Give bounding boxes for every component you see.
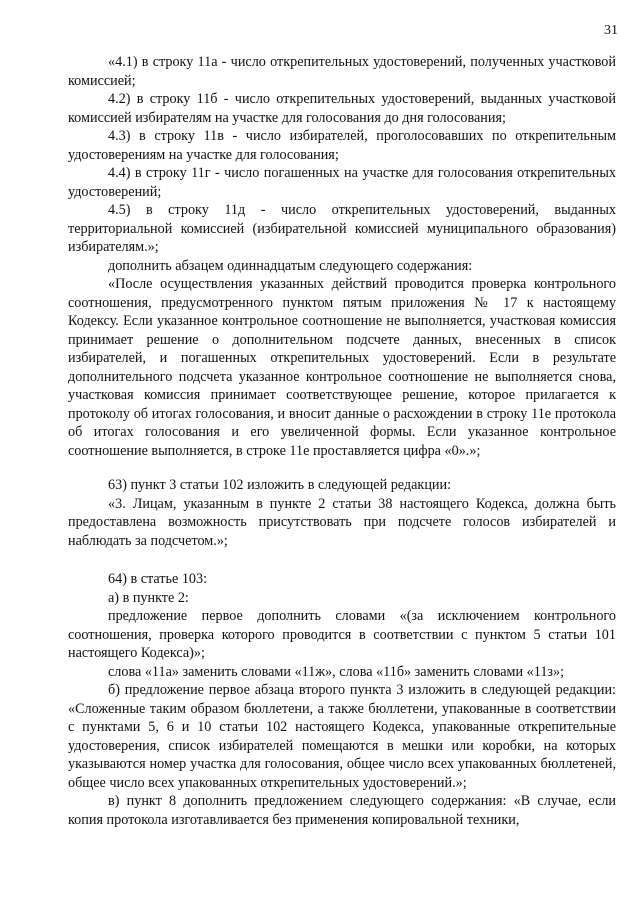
paragraph: б) предложение первое абзаца второго пункта 3 изложить в следующей редакции: «Сложенные таким образом бюллетени, а также бюллетени, упакованные в соответствии с пунктами 5, 6 и 10 статьи 102 настоящего Кодекса, упакованные открепительные удостоверения, список избирателей помещаются в мешки или коробки, на которых указываются номер участка для голосования, общее число всех упакованных бюллетеней, общее число всех упакованных открепительных удостоверений.»;: [68, 682, 616, 791]
paragraph: 64) в статье 103:: [108, 571, 208, 587]
paragraph: дополнить абзацем одиннадцатым следующего содержания:: [108, 257, 473, 274]
paragraph: «3. Лицам, указанным в пункте 2 статьи 38 настоящего Кодекса, должна быть предоставлена возможность присутствовать при подсчете голосов избирателей и наблюдать за подсчетом.»;: [68, 495, 616, 549]
paragraph: 4.4) в строку 11г - число погашенных на участке для голосования открепительных удостоверений;: [68, 165, 616, 200]
paragraph: 4.2) в строку 11б - число открепительных удостоверений, выданных участковой комиссией избирателям на участке для голосования до дня голосования;: [68, 91, 616, 126]
paragraph: а) в пункте 2:: [108, 589, 189, 606]
paragraph: 63) пункт 3 статьи 102 изложить в следующей редакции:: [108, 477, 452, 493]
paragraph: 4.5) в строку 11д - число открепительных удостоверений, выданных территориальной комиссией (избирательной комиссией муниципального образования) избирателям.»;: [68, 202, 616, 255]
paragraph: в) пункт 8 дополнить предложением следующего содержания: «В случае, если копия протокола изготавливается без применения копировальной техники,: [68, 793, 616, 828]
page-number: 31: [604, 23, 618, 38]
paragraph: предложение первое дополнить словами «(за исключением контрольного соотношения, проверка которого проводится в соответствии с пунктом 5 статьи 101 настоящего Кодекса)»;: [68, 608, 616, 661]
paragraph: 4.3) в строку 11в - число избирателей, проголосовавших по открепительным удостоверениям на участке для голосования;: [68, 128, 616, 163]
paragraph: «После осуществления указанных действий проводится проверка контрольного соотношения, предусмотренного пунктом пятым приложения № 17 к настоящему Кодексу. Если указанное контрольное соотношение не выполняется, участковая комиссия принимает решение о дополнительном подсчете данных, внесенных в список избирателей, и погашенных открепительных удостоверений. Если в результате дополнительного подсчета указанное контрольное соотношение не выполняется снова, участковая комиссия принимает соответствующее решение, которое прилагается к протоколу об итогах голосования, и вносит данные о расхождении в строку 11е протокола об итогах голосования и его увеличенной формы. Если указанное контрольное соотношение выполняется, в строке 11е проставляется цифра «0».»;: [68, 276, 616, 459]
paragraph: слова «11а» заменить словами «11ж», слова «11б» заменить словами «11з»;: [108, 663, 565, 680]
paragraph: «4.1) в строку 11а - число открепительных удостоверений, полученных участковой комиссией;: [68, 54, 616, 89]
document-body: [68, 53, 616, 829]
